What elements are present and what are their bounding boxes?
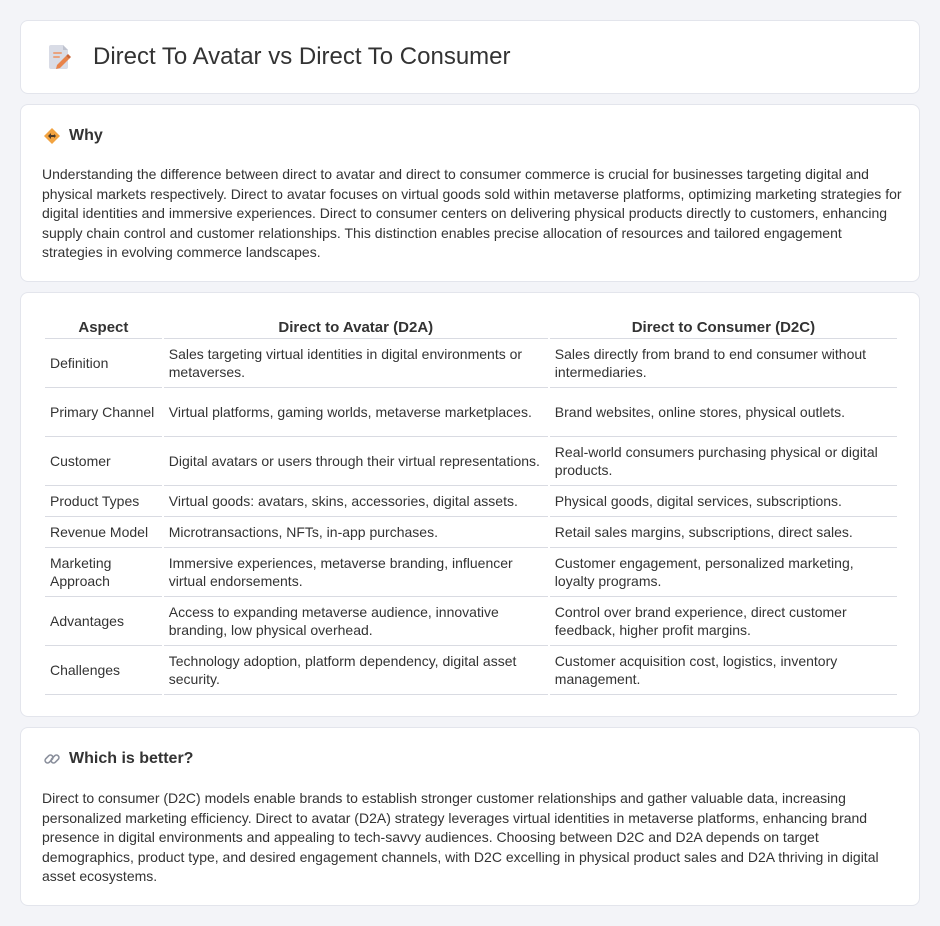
d2a-cell: Digital avatars or users through their virtual representations.	[164, 437, 548, 486]
header-aspect: Aspect	[45, 315, 162, 339]
header	[47, 43, 511, 71]
d2c-cell: Physical goods, digital services, subscriptions.	[550, 486, 897, 517]
better-heading-row	[43, 750, 193, 768]
d2a-cell: Sales targeting virtual identities in digital environments or metaverses.	[164, 339, 548, 388]
d2a-cell: Microtransactions, NFTs, in-app purchases.	[164, 517, 548, 548]
table-row	[45, 597, 897, 646]
aspect-cell: Primary Channel	[45, 388, 162, 437]
d2c-cell: Brand websites, online stores, physical outlets.	[550, 388, 897, 437]
d2a-cell: Access to expanding metaverse audience, innovative branding, low physical overhead.	[164, 597, 548, 646]
table-row	[45, 437, 897, 486]
d2c-cell: Real-world consumers purchasing physical or digital products.	[550, 437, 897, 486]
aspect-cell: Definition	[45, 339, 162, 388]
page-title: Direct To Avatar vs Direct To Consumer	[93, 43, 511, 70]
table-row	[45, 517, 897, 548]
header-d2a: Direct to Avatar (D2A)	[164, 315, 548, 339]
table-row	[45, 486, 897, 517]
d2a-cell: Virtual platforms, gaming worlds, metaverse marketplaces.	[164, 388, 548, 437]
table-header-row	[45, 315, 897, 339]
aspect-cell: Customer	[45, 437, 162, 486]
aspect-cell: Marketing Approach	[45, 548, 162, 597]
why-section	[20, 104, 920, 282]
why-heading: Why	[69, 127, 103, 144]
d2c-cell: Retail sales margins, subscriptions, direct sales.	[550, 517, 897, 548]
d2c-cell: Control over brand experience, direct customer feedback, higher profit margins.	[550, 597, 897, 646]
d2c-cell: Sales directly from brand to end consumer without intermediaries.	[550, 339, 897, 388]
why-heading-row	[43, 127, 103, 145]
comparison-section	[20, 292, 920, 717]
d2a-cell: Immersive experiences, metaverse branding, influencer virtual endorsements.	[164, 548, 548, 597]
header-d2c: Direct to Consumer (D2C)	[550, 315, 897, 339]
aspect-cell: Revenue Model	[45, 517, 162, 548]
aspect-cell: Product Types	[45, 486, 162, 517]
comparison-table	[43, 315, 899, 695]
d2a-cell: Technology adoption, platform dependency, digital asset security.	[164, 646, 548, 695]
aspect-cell: Advantages	[45, 597, 162, 646]
document-pencil-icon	[47, 43, 73, 71]
aspect-cell: Challenges	[45, 646, 162, 695]
title-card	[20, 20, 920, 94]
link-icon	[43, 750, 61, 768]
d2a-cell: Virtual goods: avatars, skins, accessories, digital assets.	[164, 486, 548, 517]
better-section	[20, 727, 920, 906]
table-row	[45, 646, 897, 695]
table-row	[45, 548, 897, 597]
better-paragraph: Direct to consumer (D2C) models enable brands to establish stronger customer relationships and gather valuable data, increasing personalized marketing efficiency. Direct to avatar (D2A) strategy leverages virtual identities in metaverse platforms, enhancing brand presence in digital environments and appealing to tech-savvy audiences. Choosing between D2C and D2A depends on target demographics, product type, and desired engagement channels, with D2C excelling in physical product sales and D2A thriving in digital asset ecosystems.	[42, 790, 879, 884]
table-row	[45, 339, 897, 388]
better-heading: Which is better?	[69, 750, 194, 767]
diamond-arrows-icon	[43, 127, 61, 145]
d2c-cell: Customer acquisition cost, logistics, inventory management.	[550, 646, 897, 695]
why-paragraph: Understanding the difference between direct to avatar and direct to consumer commerce is crucial for businesses targeting digital and physical markets respectively. Direct to avatar focuses on virtual goods sold within metaverse platforms, optimizing marketing strategies for digital identities and immersive experiences. Direct to consumer centers on delivering physical products directly to customers, enhancing supply chain control and customer relationships. This distinction enables precise allocation of resources and tailored engagement strategies in evolving commerce landscapes.	[42, 166, 902, 260]
d2c-cell: Customer engagement, personalized marketing, loyalty programs.	[550, 548, 897, 597]
table-row	[45, 388, 897, 437]
